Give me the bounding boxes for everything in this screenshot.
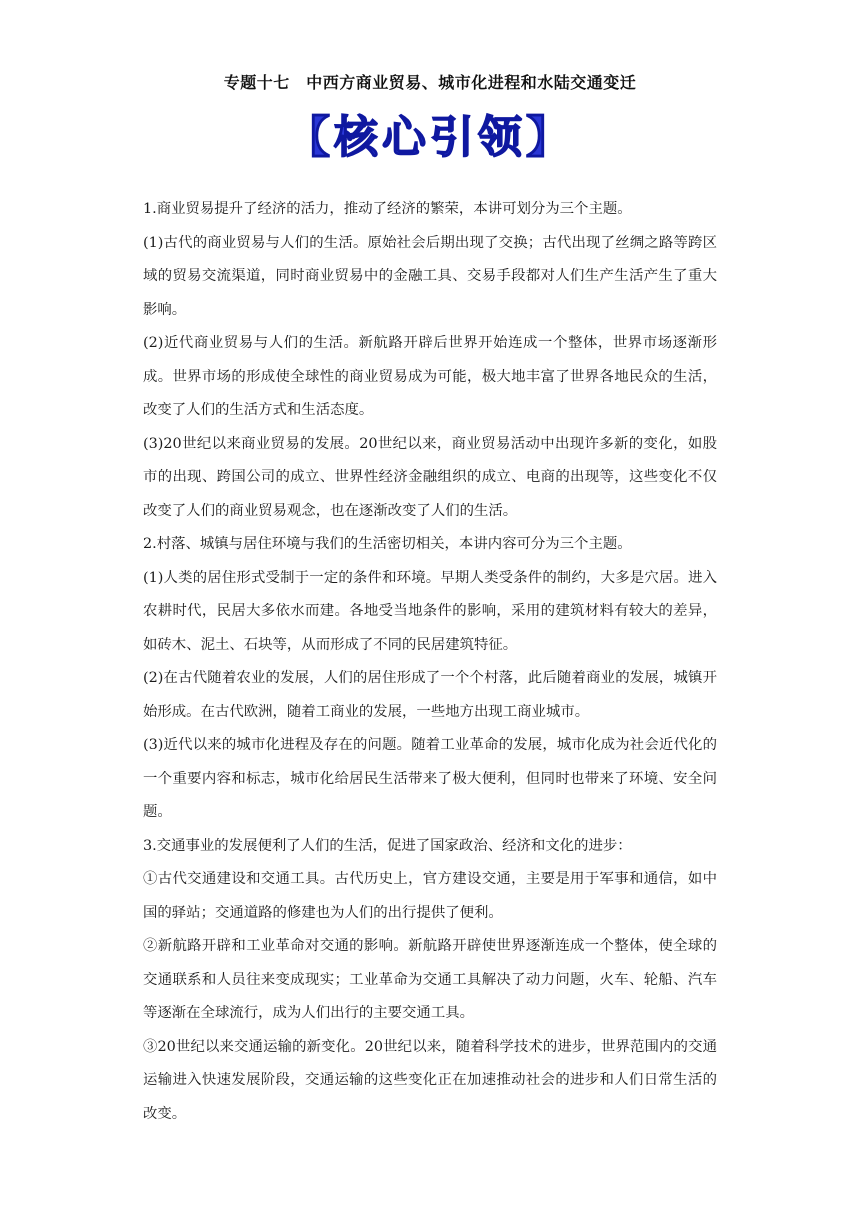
section-banner bbox=[0, 110, 860, 166]
paragraph: ①古代交通建设和交通工具。古代历史上，官方建设交通，主要是用于军事和通信，如中国的驿站；交通道路的修建也为人们的出行提供了便利。 bbox=[143, 871, 717, 921]
banner-heading: 【核心引领】 bbox=[286, 112, 574, 163]
paragraph: (1)古代的商业贸易与人们的生活。原始社会后期出现了交换；古代出现了丝绸之路等跨区域的贸易交流渠道，同时商业贸易中的金融工具、交易手段都对人们生产生活产生了重大影响。 bbox=[143, 234, 717, 318]
paragraph: ③20世纪以来交通运输的新变化。20世纪以来，随着科学技术的进步，世界范围内的交通运输进入快速发展阶段，交通运输的这些变化正在加速推动社会的进步和人们日常生活的改变。 bbox=[143, 1038, 717, 1122]
paragraph: 3.交通事业的发展便利了人们的生活，促进了国家政治、经济和文化的进步： bbox=[143, 837, 632, 854]
paragraph: (3)近代以来的城市化进程及存在的问题。随着工业革命的发展，城市化成为社会近代化的一个重要内容和标志，城市化给居民生活带来了极大便利，但同时也带来了环境、安全问题。 bbox=[143, 737, 717, 820]
paragraph: (3)20世纪以来商业贸易的发展。20世纪以来，商业贸易活动中出现许多新的变化，如股市的出现、跨国公司的成立、世界性经济金融组织的成立、电商的出现等，这些变化不仅改变了人们的商业贸易观念，也在逐渐改变了人们的生活。 bbox=[143, 435, 717, 519]
paragraph: (2)近代商业贸易与人们的生活。新航路开辟后世界开始连成一个整体，世界市场逐渐形成。世界市场的形成使全球性的商业贸易成为可能，极大地丰富了世界各地民众的生活，改变了人们的生活方式和生活态度。 bbox=[143, 335, 717, 418]
document-body bbox=[143, 193, 717, 1131]
paragraph: 1.商业贸易提升了经济的活力，推动了经济的繁荣，本讲可划分为三个主题。 bbox=[143, 201, 632, 217]
paragraph: (2)在古代随着农业的发展，人们的居住形成了一个个村落，此后随着商业的发展，城镇开始形成。在古代欧洲，随着工商业的发展，一些地方出现工商业城市。 bbox=[143, 670, 717, 720]
paragraph: (1)人类的居住形式受制于一定的条件和环境。早期人类受条件的制约，大多是穴居。进入农耕时代，民居大多依水而建。各地受当地条件的影响，采用的建筑材料有较大的差异，如砖木、泥土、石块等，从而形成了不同的民居建筑特征。 bbox=[143, 569, 717, 653]
paragraph: 2.村落、城镇与居住环境与我们的生活密切相关，本讲内容可分为三个主题。 bbox=[143, 536, 632, 552]
paragraph: ②新航路开辟和工业革命对交通的影响。新航路开辟使世界逐渐连成一个整体，使全球的交通联系和人员往来变成现实；工业革命为交通工具解决了动力问题，火车、轮船、汽车等逐渐在全球流行，成为人们出行的主要交通工具。 bbox=[143, 938, 717, 1021]
page-title: 专题十七 中西方商业贸易、城市化进程和水陆交通变迁 bbox=[223, 73, 637, 92]
